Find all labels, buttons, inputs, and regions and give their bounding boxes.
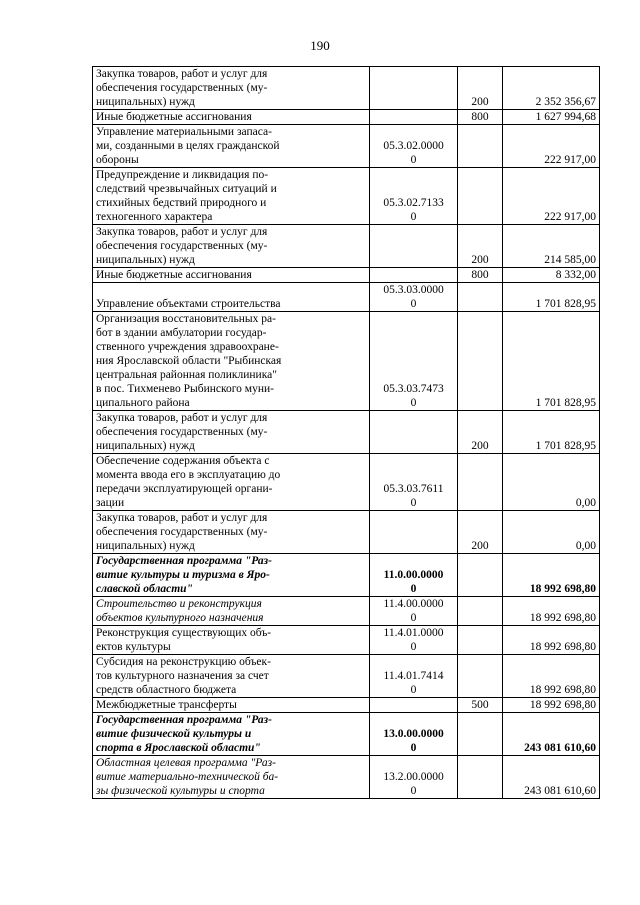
table-row (93, 713, 600, 756)
row-code-cell: 11.4.01.7414 0 (370, 655, 458, 698)
table-row (93, 110, 600, 125)
row-code-cell: 05.3.03.7473 0 (370, 312, 458, 411)
row-sum-cell: 2 352 356,67 (503, 67, 600, 110)
table-row (93, 511, 600, 554)
row-type-cell: 200 (458, 225, 503, 268)
budget-table (92, 66, 600, 799)
row-name-cell: Строительство и реконструкция объектов культурного назначения (93, 597, 370, 626)
row-type-cell (458, 283, 503, 312)
table-row (93, 554, 600, 597)
row-sum-cell: 1 701 828,95 (503, 312, 600, 411)
row-name-cell: Закупка товаров, работ и услуг для обеспечения государственных (му- ниципальных) нужд (93, 511, 370, 554)
table-row (93, 168, 600, 225)
row-code-cell: 13.2.00.0000 0 (370, 756, 458, 799)
row-type-cell (458, 597, 503, 626)
row-code-cell: 11.0.00.0000 0 (370, 554, 458, 597)
row-name-cell: Управление объектами строительства (93, 283, 370, 312)
row-type-cell: 200 (458, 67, 503, 110)
row-sum-cell: 243 081 610,60 (503, 756, 600, 799)
row-code-cell (370, 225, 458, 268)
table-body (93, 67, 600, 799)
table-row (93, 698, 600, 713)
row-code-cell (370, 67, 458, 110)
page-number: 190 (310, 38, 330, 53)
row-code-cell (370, 110, 458, 125)
row-name-cell: Субсидия на реконструкцию объек- тов культурного назначения за счет средств областного бюджета (93, 655, 370, 698)
table-row (93, 655, 600, 698)
row-name-cell: Закупка товаров, работ и услуг для обеспечения государственных (му- ниципальных) нужд (93, 225, 370, 268)
table-row (93, 125, 600, 168)
row-code-cell: 11.4.00.0000 0 (370, 597, 458, 626)
table-row (93, 756, 600, 799)
table-row (93, 225, 600, 268)
row-type-cell: 500 (458, 698, 503, 713)
row-sum-cell: 1 701 828,95 (503, 411, 600, 454)
table-row (93, 597, 600, 626)
row-code-cell: 05.3.03.0000 0 (370, 283, 458, 312)
row-code-cell (370, 511, 458, 554)
row-sum-cell: 0,00 (503, 511, 600, 554)
row-sum-cell: 18 992 698,80 (503, 597, 600, 626)
row-sum-cell: 222 917,00 (503, 168, 600, 225)
row-code-cell: 05.3.02.0000 0 (370, 125, 458, 168)
row-name-cell: Обеспечение содержания объекта с момента ввода его в эксплуатацию до передачи эксплуатирующей органи- зации (93, 454, 370, 511)
row-type-cell (458, 454, 503, 511)
row-sum-cell: 18 992 698,80 (503, 698, 600, 713)
table-row (93, 626, 600, 655)
row-code-cell (370, 268, 458, 283)
row-type-cell (458, 168, 503, 225)
table-row (93, 268, 600, 283)
row-sum-cell: 8 332,00 (503, 268, 600, 283)
row-type-cell (458, 655, 503, 698)
row-name-cell: Областная целевая программа "Раз- витие материально-технической ба- зы физической культуры и спорта (93, 756, 370, 799)
row-type-cell: 800 (458, 268, 503, 283)
row-name-cell: Организация восстановительных ра- бот в здании амбулатории государ- ственного учреждения здравоохране- ния Ярославской области "Рыбинская центральная районная поликлиника" в пос. Тихменево Рыбинского муни- ципального района (93, 312, 370, 411)
row-name-cell: Государственная программа "Раз- витие физической культуры и спорта в Ярославской области" (93, 713, 370, 756)
row-code-cell: 13.0.00.0000 0 (370, 713, 458, 756)
row-sum-cell: 18 992 698,80 (503, 655, 600, 698)
row-sum-cell: 243 081 610,60 (503, 713, 600, 756)
row-sum-cell: 18 992 698,80 (503, 554, 600, 597)
row-name-cell: Иные бюджетные ассигнования (93, 268, 370, 283)
row-type-cell (458, 554, 503, 597)
row-code-cell (370, 698, 458, 713)
row-type-cell: 200 (458, 511, 503, 554)
row-sum-cell: 18 992 698,80 (503, 626, 600, 655)
row-code-cell: 11.4.01.0000 0 (370, 626, 458, 655)
row-type-cell: 200 (458, 411, 503, 454)
table-row (93, 411, 600, 454)
row-type-cell (458, 626, 503, 655)
row-sum-cell: 0,00 (503, 454, 600, 511)
table-row (93, 67, 600, 110)
row-name-cell: Предупреждение и ликвидация по- следствий чрезвычайных ситуаций и стихийных бедствий природного и техногенного характера (93, 168, 370, 225)
row-type-cell: 800 (458, 110, 503, 125)
row-name-cell: Управление материальными запаса- ми, созданными в целях гражданской обороны (93, 125, 370, 168)
row-name-cell: Государственная программа "Раз- витие культуры и туризма в Яро- славской области" (93, 554, 370, 597)
row-name-cell: Закупка товаров, работ и услуг для обеспечения государственных (му- ниципальных) нужд (93, 67, 370, 110)
row-name-cell: Реконструкция существующих объ- ектов культуры (93, 626, 370, 655)
row-code-cell: 05.3.02.7133 0 (370, 168, 458, 225)
row-sum-cell: 214 585,00 (503, 225, 600, 268)
row-name-cell: Межбюджетные трансферты (93, 698, 370, 713)
table-row (93, 454, 600, 511)
table-row (93, 312, 600, 411)
row-type-cell (458, 312, 503, 411)
row-code-cell (370, 411, 458, 454)
row-type-cell (458, 713, 503, 756)
row-type-cell (458, 756, 503, 799)
row-name-cell: Иные бюджетные ассигнования (93, 110, 370, 125)
row-type-cell (458, 125, 503, 168)
row-sum-cell: 222 917,00 (503, 125, 600, 168)
row-sum-cell: 1 701 828,95 (503, 283, 600, 312)
row-sum-cell: 1 627 994,68 (503, 110, 600, 125)
row-name-cell: Закупка товаров, работ и услуг для обеспечения государственных (му- ниципальных) нужд (93, 411, 370, 454)
row-code-cell: 05.3.03.7611 0 (370, 454, 458, 511)
table-row (93, 283, 600, 312)
